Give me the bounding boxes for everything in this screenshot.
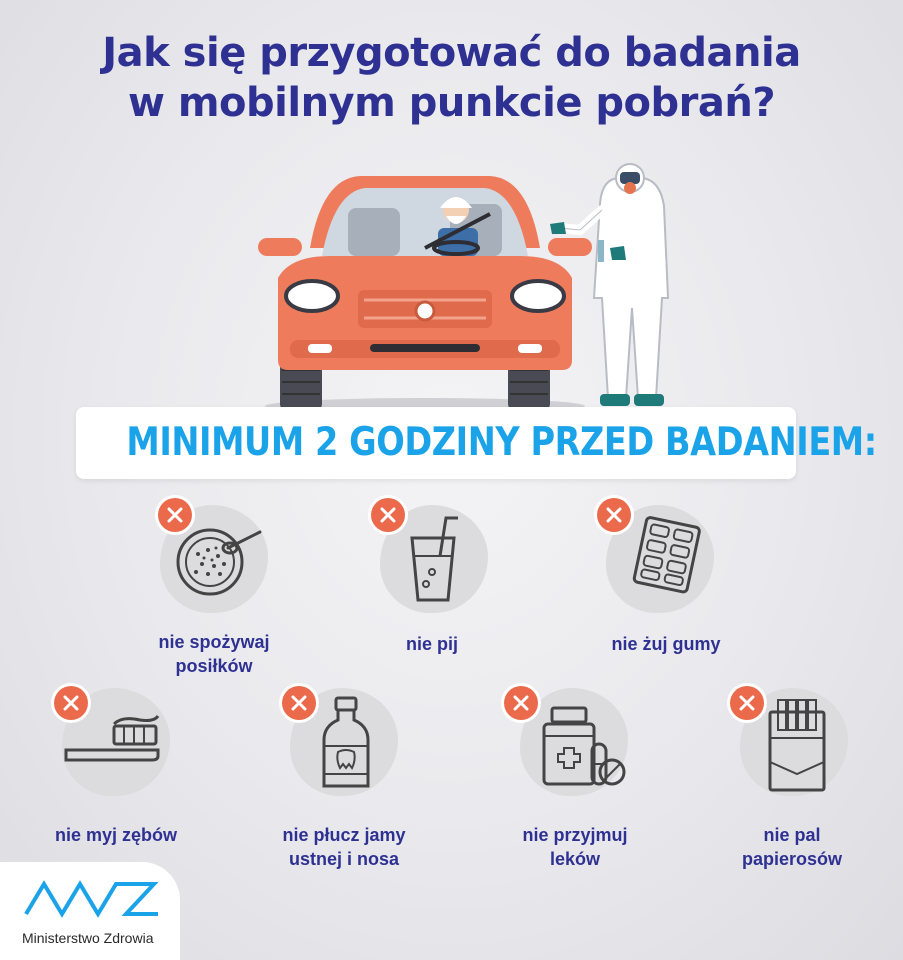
label-line: ustnej i nosa [288, 849, 400, 869]
item-label-no-rinse [244, 823, 444, 871]
mz-logo-icon [22, 876, 162, 920]
cigarettes-icon [760, 696, 832, 794]
time-requirement-banner [76, 407, 877, 479]
label-line: nie płucz jamy [282, 825, 406, 845]
car-and-medic-illustration [250, 148, 690, 420]
title-line-2: w mobilnym punkcie pobrań? [127, 80, 776, 126]
label-line: nie pal [763, 825, 821, 845]
glass-icon [402, 512, 472, 604]
item-label-no-food [114, 630, 314, 678]
x-mark-icon [371, 498, 405, 532]
label-line: papierosów [741, 849, 843, 869]
label-line: nie pij [405, 634, 458, 654]
label-line: nie przyjmuj [522, 825, 628, 845]
item-label-no-smoking [692, 823, 892, 871]
mouthwash-icon [316, 694, 376, 794]
pills-icon [536, 704, 628, 792]
x-mark-icon [730, 686, 764, 720]
logo-text: Ministerstwo Zdrowia [22, 930, 154, 946]
label-line: nie spożywaj [158, 632, 270, 652]
item-label-no-brush [16, 823, 216, 847]
item-label-no-pills [475, 823, 675, 871]
label-line: nie żuj gumy [611, 634, 721, 654]
item-label-no-gum [566, 632, 766, 656]
title-line-1: Jak się przygotować do badania [102, 30, 801, 76]
label-line: leków [549, 849, 601, 869]
page-title [0, 28, 903, 128]
bowl-icon [168, 518, 268, 598]
x-mark-icon [597, 498, 631, 532]
label-line: posiłków [175, 656, 253, 676]
x-mark-icon [504, 686, 538, 720]
banner-text: MINIMUM 2 GODZINY PRZED BADANIEM: [126, 420, 877, 465]
gum-icon [628, 514, 708, 594]
item-label-no-drink [332, 632, 532, 656]
x-mark-icon [282, 686, 316, 720]
toothbrush-icon [62, 712, 172, 772]
label-line: nie myj zębów [54, 825, 178, 845]
